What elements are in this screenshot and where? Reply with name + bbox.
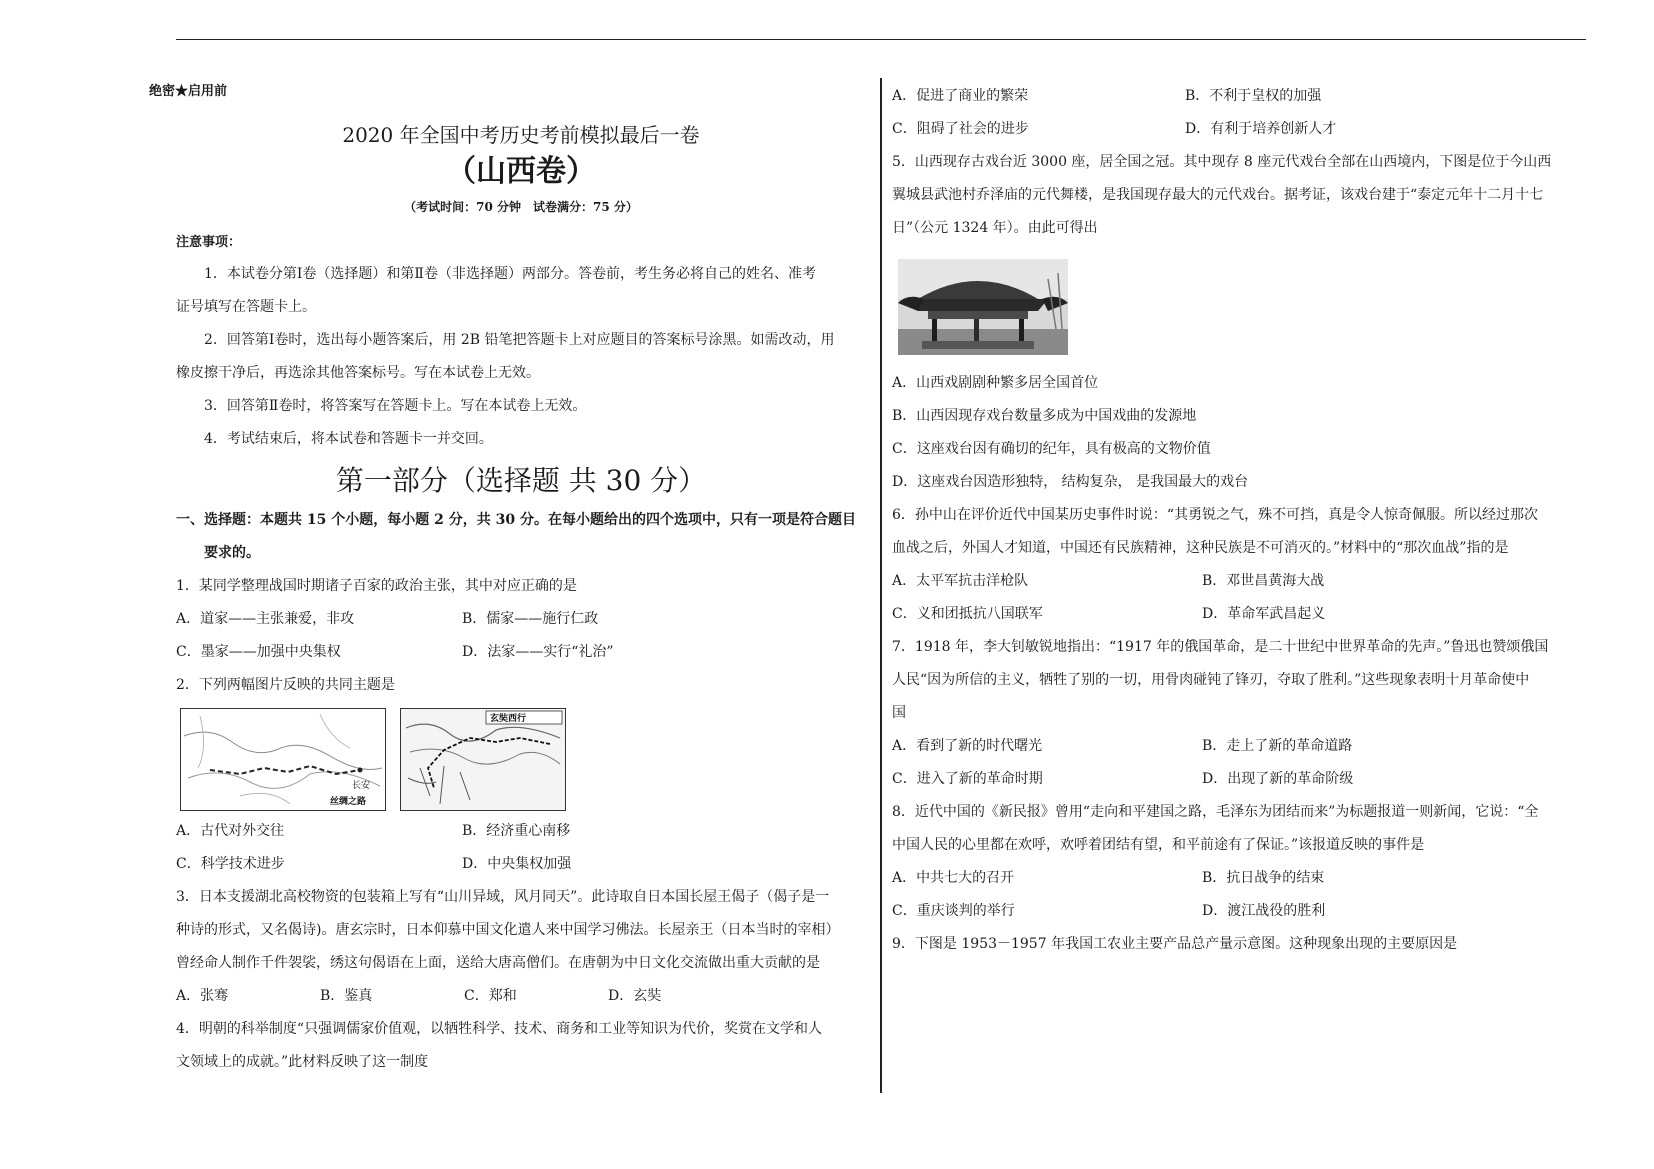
question-5-option-b: B．山西因现存戏台数量多成为中国戏曲的发源地 (892, 408, 1197, 424)
option-c: C．科学技术进步 (176, 856, 285, 872)
option-d: D．中央集权加强 (462, 856, 572, 872)
option-c: C．郑和 (464, 988, 517, 1004)
option-a: A．太平军抗击洋枪队 (892, 573, 1029, 589)
question-6-options (892, 565, 1582, 631)
question-2-stem: 2．下列两幅图片反映的共同主题是 (176, 677, 395, 693)
question-7-stem-cont: 国 (892, 705, 906, 721)
option-d: D．玄奘 (608, 988, 662, 1004)
notes-heading: 注意事项： (176, 235, 242, 250)
question-4-stem-cont: 文领域上的成就。”此材料反映了这一制度 (176, 1054, 429, 1070)
question-5-option-a: A．山西戏剧剧种繁多居全国首位 (892, 375, 1099, 391)
part-one-title: 第一部分（选择题 共 30 分） (335, 464, 707, 497)
map-city-label: 长安 (352, 781, 371, 791)
question-7-options (892, 730, 1582, 796)
question-2-options (176, 815, 866, 881)
option-c: C．进入了新的革命时期 (892, 771, 1043, 787)
note-4: 4．考试结束后，将本试卷和答题卡一并交回。 (204, 431, 493, 447)
question-3-stem-cont: 曾经命人制作千件袈裟，绣这句偈语在上面，送给大唐高僧们。在唐朝为中日文化交流做出重大贡献的是 (176, 955, 820, 971)
option-d: D．出现了新的革命阶级 (1202, 771, 1354, 787)
option-c: C．重庆谈判的举行 (892, 903, 1015, 919)
option-a: A．古代对外交往 (176, 823, 285, 839)
left-column (149, 80, 866, 1079)
option-d: D．有利于培养创新人才 (1185, 121, 1337, 137)
option-c: C．义和团抵抗八国联军 (892, 606, 1043, 622)
note-1: 1．本试卷分第Ⅰ卷（选择题）和第Ⅱ卷（非选择题）两部分。答卷前，考生务必将自己的姓名、准考 (204, 266, 816, 282)
header-rule (176, 39, 1586, 40)
question-4-stem: 4．明朝的科举制度“只强调儒家价值观，以牺牲科学、技术、商务和工业等知识为代价，奖赏在文学和人 (176, 1021, 823, 1037)
option-d: D．渡江战役的胜利 (1202, 903, 1326, 919)
question-7-stem-cont: 人民“因为所信的主义，牺牲了别的一切，用骨肉碰钝了锋刃，夺取了胜利。”这些现象表明十月革命使中 (892, 672, 1530, 688)
silk-road-map (180, 708, 386, 811)
question-2-figures (180, 708, 866, 811)
question-5-stem-cont: 日”（公元 1324 年）。由此可得出 (892, 220, 1098, 236)
option-b: B．儒家——施行仁政 (462, 611, 599, 627)
opera-stage-photo (898, 259, 1068, 355)
exam-info: （考试时间：70 分钟 试卷满分：75 分） (404, 200, 638, 214)
right-column (892, 80, 1582, 961)
question-8-stem-cont: 中国人民的心里都在欢呼，欢呼着团结有望，和平前途有了保证。”该报道反映的事件是 (892, 837, 1425, 853)
question-3-stem-cont: 种诗的形式，又名偈诗)。唐玄宗时，日本仰慕中国文化遣人来中国学习佛法。长屋亲王（日本当时的宰相） (176, 922, 840, 938)
question-5-option-d: D．这座戏台因造形独特， 结构复杂， 是我国最大的戏台 (892, 474, 1249, 490)
secret-label: 绝密★启用前 (149, 84, 228, 99)
question-9-stem: 9．下图是 1953－1957 年我国工农业主要产品总产量示意图。这种现象出现的主要原因是 (892, 936, 1458, 952)
section-instructions: 一、选择题：本题共 15 个小题，每小题 2 分，共 30 分。在每小题给出的四个选项中，只有一项是符合题目 (176, 512, 856, 528)
question-5-stem-cont: 翼城县武池村乔泽庙的元代舞楼，是我国现存最大的元代戏台。据考证，该戏台建于“泰定元年十二月十七 (892, 187, 1544, 203)
option-a: A．中共七大的召开 (892, 870, 1015, 886)
question-8-options (892, 862, 1582, 928)
question-8-stem: 8．近代中国的《新民报》曾用“走向和平建国之路，毛泽东为团结而来”为标题报道一则新闻，它说：“全 (892, 804, 1539, 820)
section-instructions-cont: 要求的。 (204, 545, 260, 561)
question-7-stem: 7．1918 年，李大钊敏锐地指出：“1917 年的俄国革命，是二十世纪中世界革命的先声。”鲁迅也赞颂俄国 (892, 639, 1549, 655)
exam-subtitle: （山西卷） (446, 154, 596, 189)
map-caption: 丝绸之路 (330, 797, 367, 807)
question-5-stem: 5．山西现存古戏台近 3000 座，居全国之冠。其中现存 8 座元代戏台全部在山西境内，下图是位于今山西 (892, 154, 1552, 170)
question-4-options (892, 80, 1582, 146)
option-b: B．邓世昌黄海大战 (1202, 573, 1325, 589)
option-b: B．经济重心南移 (462, 823, 571, 839)
note-1-cont: 证号填写在答题卡上。 (176, 299, 316, 315)
option-b: B．走上了新的革命道路 (1202, 738, 1353, 754)
note-2-cont: 橡皮擦干净后，再选涂其他答案标号。写在本试卷上无效。 (176, 365, 540, 381)
question-6-stem-cont: 血战之后，外国人才知道，中国还有民族精神，这种民族是不可消灭的。”材料中的“那次血战”指的是 (892, 540, 1509, 556)
option-b: B．鉴真 (320, 988, 373, 1004)
exam-title: 2020 年全国中考历史考前模拟最后一卷 (342, 123, 700, 147)
question-3-options (176, 980, 866, 1013)
column-divider (880, 78, 882, 1093)
option-a: A．促进了商业的繁荣 (892, 88, 1029, 104)
option-c: C．阻碍了社会的进步 (892, 121, 1029, 137)
option-b: B．不利于皇权的加强 (1185, 88, 1322, 104)
option-a: A．张骞 (176, 988, 229, 1004)
option-d: D．法家——实行“礼治” (462, 644, 614, 660)
option-a: A．看到了新的时代曙光 (892, 738, 1043, 754)
xuanzang-map (400, 708, 566, 811)
question-3-stem: 3．日本支援湖北高校物资的包装箱上写有“山川异域，风月同天”。此诗取自日本国长屋王偈子（偈子是一 (176, 889, 830, 905)
question-6-stem: 6．孙中山在评价近代中国某历史事件时说：“其勇锐之气，殊不可挡，真是令人惊奇佩服。所以经过那次 (892, 507, 1539, 523)
option-b: B．抗日战争的结束 (1202, 870, 1325, 886)
option-d: D．革命军武昌起义 (1202, 606, 1326, 622)
question-1-stem: 1．某同学整理战国时期诸子百家的政治主张，其中对应正确的是 (176, 578, 577, 594)
question-1-options (176, 603, 866, 669)
map-caption: 玄奘西行 (490, 714, 527, 724)
option-c: C．墨家——加强中央集权 (176, 644, 341, 660)
question-5-option-c: C．这座戏台因有确切的纪年，具有极高的文物价值 (892, 441, 1211, 457)
note-2: 2．回答第Ⅰ卷时，选出每小题答案后，用 2B 铅笔把答题卡上对应题目的答案标号涂黑。如需改动，用 (204, 332, 835, 348)
note-3: 3．回答第Ⅱ卷时，将答案写在答题卡上。写在本试卷上无效。 (204, 398, 587, 414)
option-a: A．道家——主张兼爱，非攻 (176, 611, 355, 627)
